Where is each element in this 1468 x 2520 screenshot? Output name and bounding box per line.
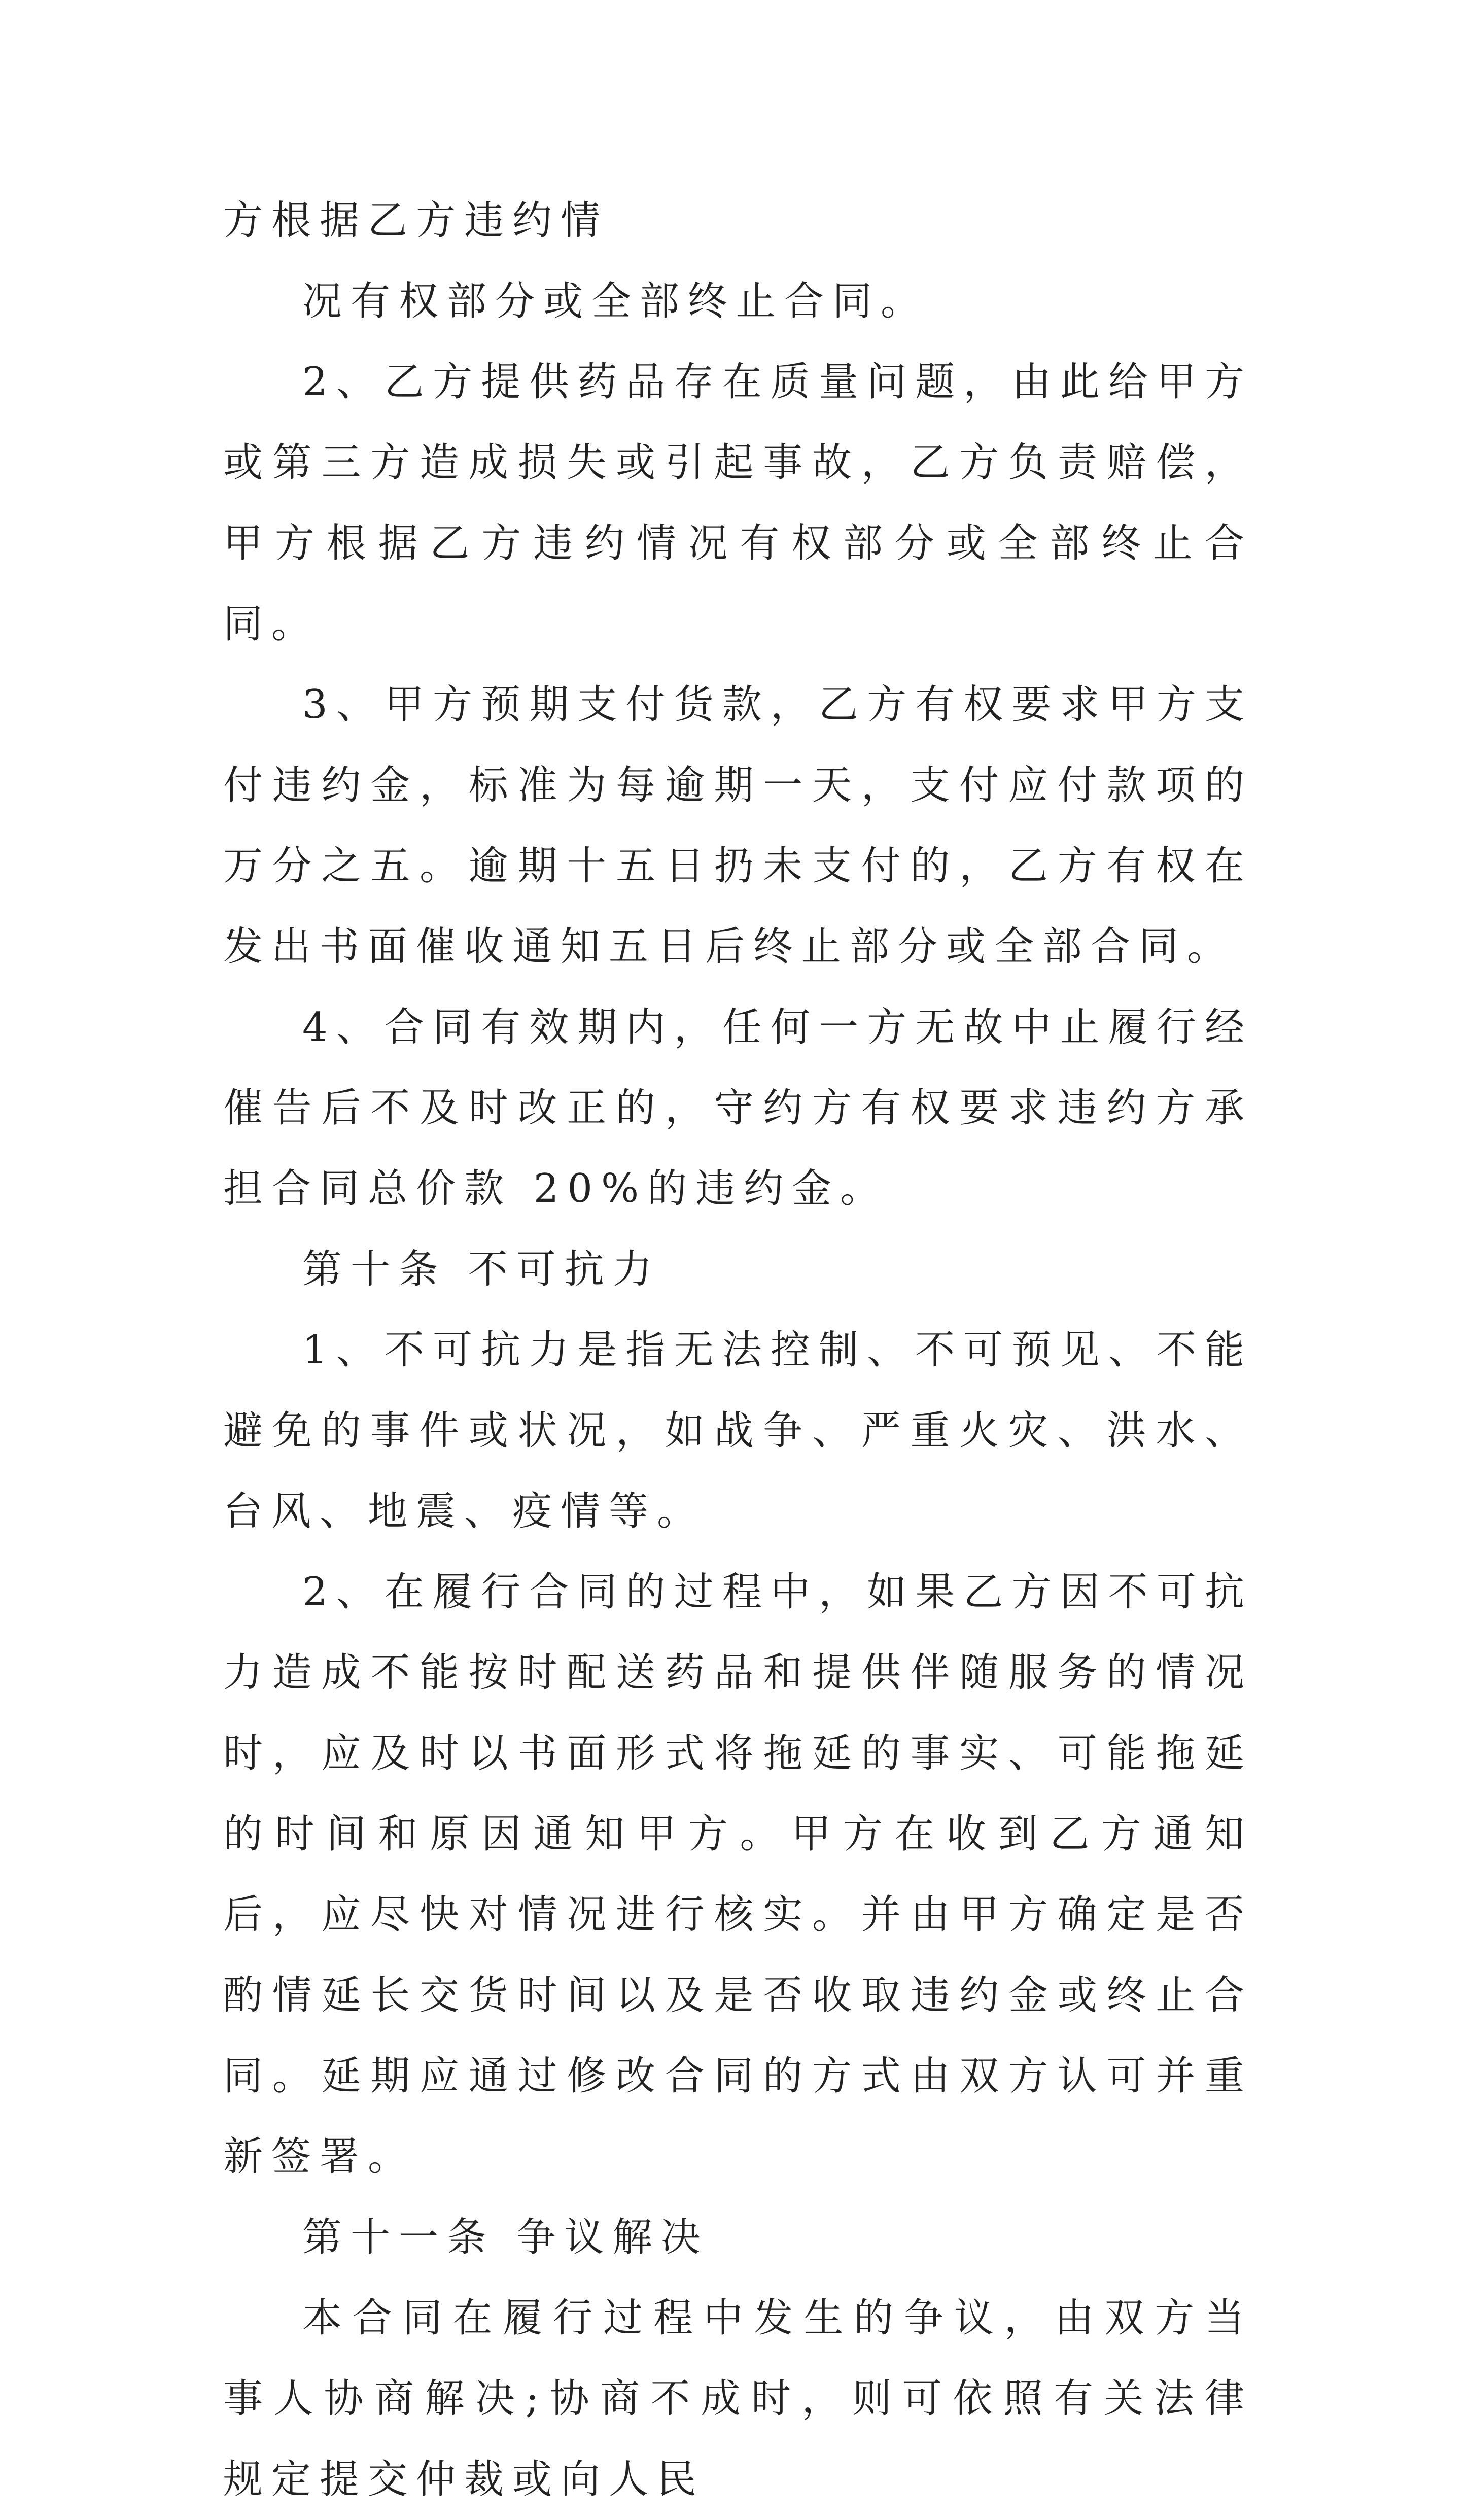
paragraph-continuation-2: 况有权部分或全部终止合同。 (302, 279, 929, 324)
section-heading-force-majeure: 第十条 不可抗力 (302, 1247, 661, 1292)
section-heading-dispute-resolution: 第十一条 争议解决 (302, 2215, 709, 2260)
force-majeure-clause-1: 1、不可抗力是指无法控制、不可预见、不能避免的事件或状况，如战争、严重火灾、洪水、台风、地震、疫情等。 (223, 1327, 1253, 1534)
clause-4-breach-penalty: 4、合同有效期内，任何一方无故中止履行经催告后不及时改正的，守约方有权要求违约方承担合同总价款 20%的违约金。 (223, 1005, 1253, 1212)
document-body (223, 181, 1253, 2520)
paragraph-continuation: 方根据乙方违约情 (223, 198, 609, 244)
force-majeure-clause-2: 2、在履行合同的过程中，如果乙方因不可抗力造成不能按时配送药品和提供伴随服务的情况时，应及时以书面形式将拖延的事实、可能拖延的时间和原因通知甲方。甲方在收到乙方通知后，应尽快对情况进行核实。并由甲方确定是否酌情延长交货时间以及是否收取违约金或终止合同。延期应通过修改合同的方式由双方认可并重新签署。 (223, 1569, 1253, 2180)
dispute-resolution-clause: 本合同在履行过程中发生的争议，由双方当事人协商解决;协商不成时，则可依照有关法律规定提交仲裁或向人民 (223, 2295, 1253, 2502)
clause-3-late-payment: 3、甲方预期支付货款，乙方有权要求甲方支付违约金，标准为每逾期一天，支付应付款项的万分之五。逾期十五日扔未支付的，乙方有权在发出书面催收通知五日后终止部分或全部合同。 (223, 682, 1253, 970)
clause-2-quality-liability: 2、乙方提供药品存在质量问题，由此给甲方或第三方造成损失或引起事故，乙方负责赔偿，甲方根据乙方违约情况有权部分或全部终止合同。 (223, 359, 1253, 647)
